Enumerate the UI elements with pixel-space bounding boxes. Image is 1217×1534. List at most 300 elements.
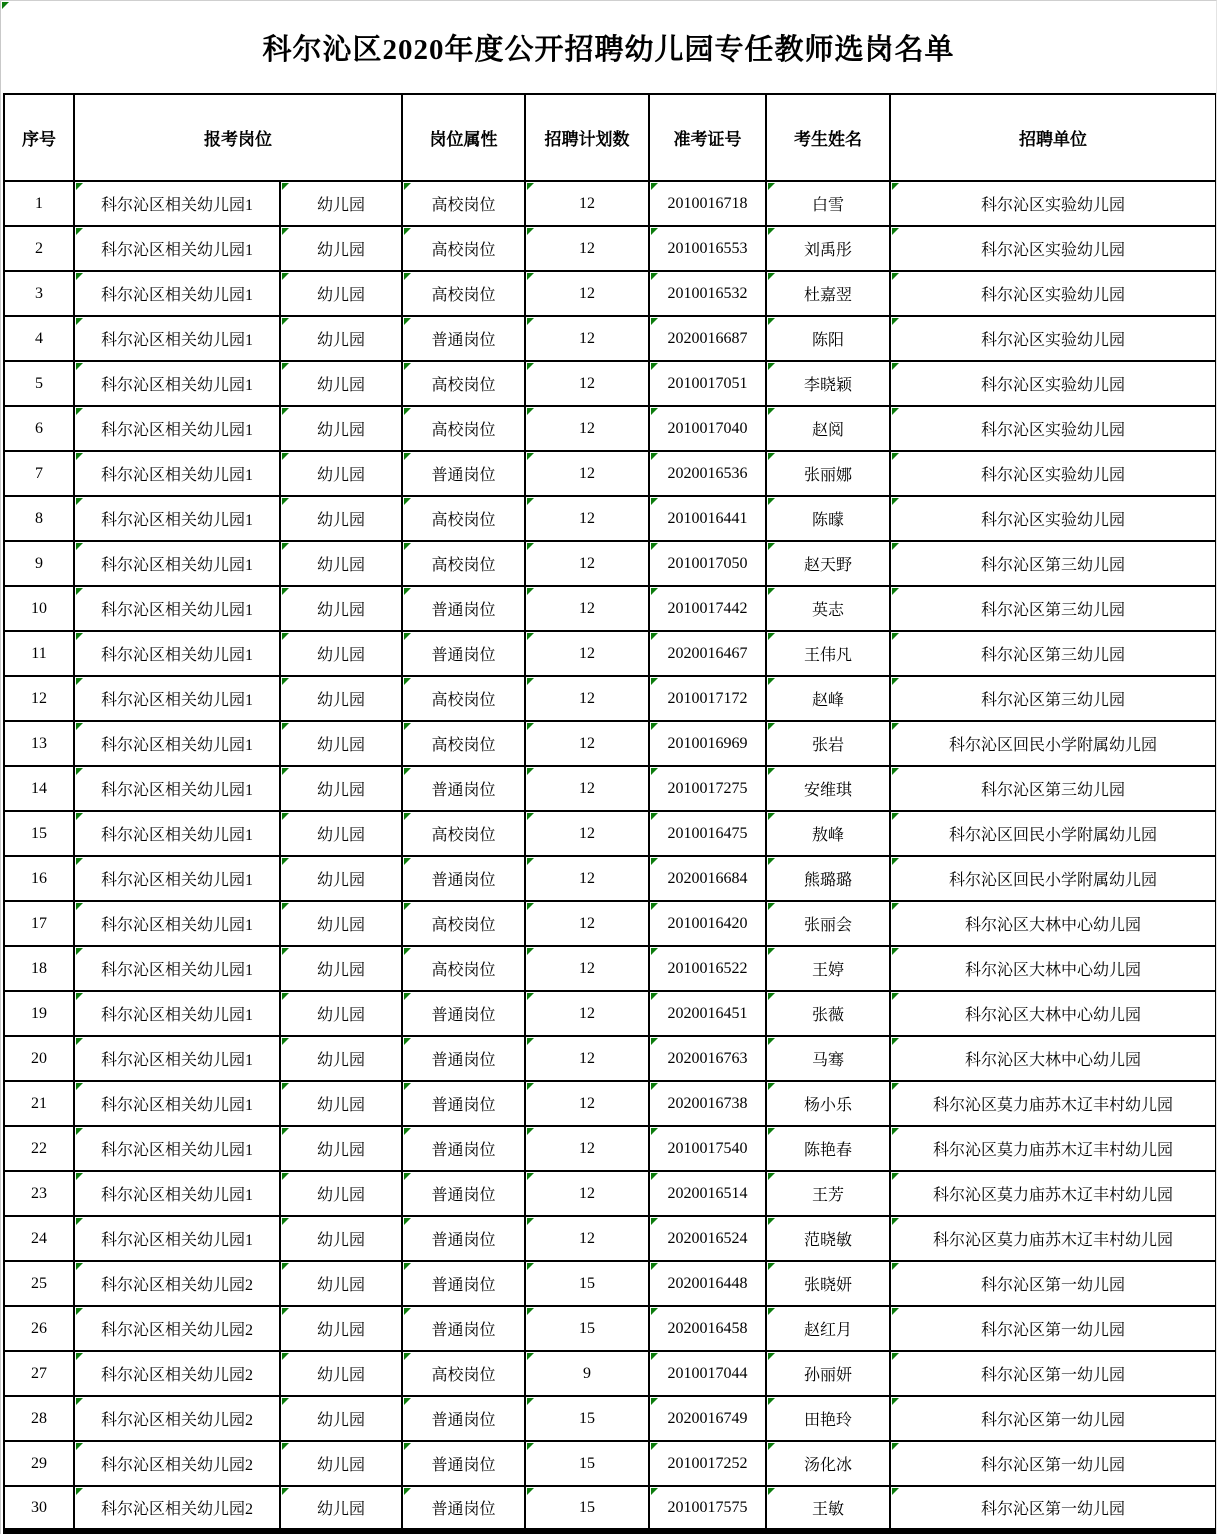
cell-index: 30 — [4, 1486, 74, 1531]
cell-position: 科尔沁区相关幼儿园1 — [74, 496, 280, 541]
flag-triangle-icon — [651, 273, 658, 280]
cell-ticket-no: 2020016749 — [649, 1396, 766, 1441]
cell-attribute: 普通岗位 — [402, 316, 525, 361]
cell-position: 科尔沁区相关幼儿园2 — [74, 1351, 280, 1396]
flag-triangle-icon — [282, 498, 289, 505]
cell-category: 幼儿园 — [280, 946, 402, 991]
cell-category: 幼儿园 — [280, 1396, 402, 1441]
cell-index: 23 — [4, 1171, 74, 1216]
cell-index: 9 — [4, 541, 74, 586]
flag-triangle-icon — [651, 678, 658, 685]
cell-category: 幼儿园 — [280, 226, 402, 271]
col-header-candidate-name: 考生姓名 — [766, 94, 890, 181]
flag-triangle-icon — [76, 1263, 83, 1270]
cell-candidate-name: 赵红月 — [766, 1306, 890, 1351]
cell-recruiting-unit: 科尔沁区实验幼儿园 — [890, 451, 1216, 496]
flag-triangle-icon — [76, 633, 83, 640]
cell-ticket-no: 2010016475 — [649, 811, 766, 856]
cell-attribute: 普通岗位 — [402, 1036, 525, 1081]
flag-triangle-icon — [76, 453, 83, 460]
cell-index: 17 — [4, 901, 74, 946]
cell-candidate-name: 赵阅 — [766, 406, 890, 451]
flag-triangle-icon — [404, 1083, 411, 1090]
flag-triangle-icon — [76, 183, 83, 190]
table-row — [4, 1261, 1216, 1306]
cell-position: 科尔沁区相关幼儿园1 — [74, 991, 280, 1036]
cell-position: 科尔沁区相关幼儿园1 — [74, 631, 280, 676]
flag-triangle-icon — [651, 948, 658, 955]
cell-ticket-no: 2010016553 — [649, 226, 766, 271]
flag-triangle-icon — [76, 588, 83, 595]
roster-table — [3, 93, 1217, 1534]
cell-attribute: 普通岗位 — [402, 1261, 525, 1306]
flag-triangle-icon — [768, 813, 775, 820]
flag-triangle-icon — [76, 1308, 83, 1315]
flag-triangle-icon — [404, 1038, 411, 1045]
cell-recruiting-unit: 科尔沁区第一幼儿园 — [890, 1441, 1216, 1486]
cell-category: 幼儿园 — [280, 721, 402, 766]
flag-triangle-icon — [76, 273, 83, 280]
cell-recruiting-unit: 科尔沁区大林中心幼儿园 — [890, 946, 1216, 991]
cell-attribute: 普通岗位 — [402, 1441, 525, 1486]
cell-plan-count: 12 — [525, 541, 649, 586]
cell-ticket-no: 2010017575 — [649, 1486, 766, 1531]
flag-triangle-icon — [404, 1173, 411, 1180]
flag-triangle-icon — [651, 993, 658, 1000]
cell-candidate-name: 赵峰 — [766, 676, 890, 721]
flag-triangle-icon — [651, 183, 658, 190]
flag-triangle-icon — [651, 903, 658, 910]
table-row — [4, 1396, 1216, 1441]
flag-triangle-icon — [404, 273, 411, 280]
flag-triangle-icon — [282, 1173, 289, 1180]
cell-category: 幼儿园 — [280, 901, 402, 946]
flag-triangle-icon — [892, 363, 899, 370]
cell-category: 幼儿园 — [280, 271, 402, 316]
cell-plan-count: 12 — [525, 316, 649, 361]
flag-triangle-icon — [76, 768, 83, 775]
cell-category: 幼儿园 — [280, 1216, 402, 1261]
cell-plan-count: 12 — [525, 676, 649, 721]
cell-candidate-name: 安维琪 — [766, 766, 890, 811]
cell-category: 幼儿园 — [280, 856, 402, 901]
flag-triangle-icon — [651, 1263, 658, 1270]
flag-triangle-icon — [76, 1353, 83, 1360]
cell-plan-count: 12 — [525, 1126, 649, 1171]
flag-triangle-icon — [527, 1128, 534, 1135]
cell-recruiting-unit: 科尔沁区实验幼儿园 — [890, 496, 1216, 541]
cell-plan-count: 12 — [525, 1171, 649, 1216]
cell-plan-count: 12 — [525, 991, 649, 1036]
flag-triangle-icon — [892, 1038, 899, 1045]
cell-index: 20 — [4, 1036, 74, 1081]
flag-triangle-icon — [651, 1308, 658, 1315]
flag-triangle-icon — [892, 1173, 899, 1180]
flag-triangle-icon — [651, 633, 658, 640]
cell-plan-count: 12 — [525, 271, 649, 316]
flag-triangle-icon — [404, 183, 411, 190]
table-row — [4, 1441, 1216, 1486]
cell-index: 29 — [4, 1441, 74, 1486]
flag-triangle-icon — [404, 408, 411, 415]
flag-triangle-icon — [892, 408, 899, 415]
flag-triangle-icon — [651, 1128, 658, 1135]
table-row — [4, 676, 1216, 721]
cell-position: 科尔沁区相关幼儿园1 — [74, 811, 280, 856]
cell-candidate-name: 张岩 — [766, 721, 890, 766]
flag-triangle-icon — [768, 453, 775, 460]
flag-triangle-icon — [527, 498, 534, 505]
flag-triangle-icon — [404, 1128, 411, 1135]
table-row — [4, 451, 1216, 496]
flag-triangle-icon — [768, 1263, 775, 1270]
flag-triangle-icon — [527, 1218, 534, 1225]
table-body — [4, 181, 1216, 1531]
flag-triangle-icon — [768, 633, 775, 640]
cell-plan-count: 15 — [525, 1486, 649, 1531]
flag-triangle-icon — [651, 768, 658, 775]
cell-recruiting-unit: 科尔沁区第一幼儿园 — [890, 1306, 1216, 1351]
flag-triangle-icon — [282, 948, 289, 955]
cell-position: 科尔沁区相关幼儿园1 — [74, 1081, 280, 1126]
cell-index: 25 — [4, 1261, 74, 1306]
table-row — [4, 271, 1216, 316]
flag-triangle-icon — [651, 408, 658, 415]
cell-index: 3 — [4, 271, 74, 316]
cell-ticket-no: 2010017172 — [649, 676, 766, 721]
cell-ticket-no: 2010016441 — [649, 496, 766, 541]
flag-triangle-icon — [527, 588, 534, 595]
flag-triangle-icon — [768, 1488, 775, 1495]
flag-triangle-icon — [76, 1488, 83, 1495]
cell-attribute: 高校岗位 — [402, 946, 525, 991]
cell-ticket-no: 2020016448 — [649, 1261, 766, 1306]
table-row — [4, 946, 1216, 991]
cell-category: 幼儿园 — [280, 496, 402, 541]
flag-triangle-icon — [527, 318, 534, 325]
cell-ticket-no: 2010016420 — [649, 901, 766, 946]
cell-plan-count: 15 — [525, 1261, 649, 1306]
flag-triangle-icon — [76, 228, 83, 235]
cell-index: 14 — [4, 766, 74, 811]
flag-triangle-icon — [892, 948, 899, 955]
cell-attribute: 普通岗位 — [402, 451, 525, 496]
cell-ticket-no: 2010017442 — [649, 586, 766, 631]
cell-plan-count: 15 — [525, 1306, 649, 1351]
cell-recruiting-unit: 科尔沁区大林中心幼儿园 — [890, 901, 1216, 946]
flag-triangle-icon — [527, 993, 534, 1000]
flag-triangle-icon — [527, 273, 534, 280]
flag-triangle-icon — [404, 678, 411, 685]
cell-category: 幼儿园 — [280, 586, 402, 631]
cell-position: 科尔沁区相关幼儿园1 — [74, 1126, 280, 1171]
flag-triangle-icon — [527, 1488, 534, 1495]
cell-ticket-no: 2010017540 — [649, 1126, 766, 1171]
cell-plan-count: 12 — [525, 946, 649, 991]
flag-triangle-icon — [892, 1218, 899, 1225]
cell-plan-count: 12 — [525, 1081, 649, 1126]
cell-candidate-name: 李晓颖 — [766, 361, 890, 406]
flag-triangle-icon — [527, 228, 534, 235]
cell-index: 2 — [4, 226, 74, 271]
cell-ticket-no: 2020016458 — [649, 1306, 766, 1351]
cell-ticket-no: 2020016524 — [649, 1216, 766, 1261]
flag-triangle-icon — [282, 408, 289, 415]
cell-plan-count: 12 — [525, 451, 649, 496]
flag-triangle-icon — [76, 1083, 83, 1090]
flag-triangle-icon — [768, 498, 775, 505]
cell-position: 科尔沁区相关幼儿园2 — [74, 1261, 280, 1306]
flag-triangle-icon — [282, 273, 289, 280]
cell-candidate-name: 张晓妍 — [766, 1261, 890, 1306]
cell-recruiting-unit: 科尔沁区回民小学附属幼儿园 — [890, 811, 1216, 856]
cell-index: 4 — [4, 316, 74, 361]
flag-triangle-icon — [282, 1038, 289, 1045]
flag-triangle-icon — [282, 678, 289, 685]
flag-triangle-icon — [527, 903, 534, 910]
cell-position: 科尔沁区相关幼儿园1 — [74, 946, 280, 991]
flag-triangle-icon — [282, 1128, 289, 1135]
cell-candidate-name: 敖峰 — [766, 811, 890, 856]
cell-plan-count: 15 — [525, 1441, 649, 1486]
cell-ticket-no: 2020016684 — [649, 856, 766, 901]
cell-plan-count: 12 — [525, 811, 649, 856]
cell-attribute: 高校岗位 — [402, 721, 525, 766]
flag-triangle-icon — [76, 993, 83, 1000]
cell-plan-count: 15 — [525, 1396, 649, 1441]
flag-triangle-icon — [527, 768, 534, 775]
flag-triangle-icon — [527, 678, 534, 685]
flag-triangle-icon — [282, 633, 289, 640]
cell-recruiting-unit: 科尔沁区第一幼儿园 — [890, 1261, 1216, 1306]
cell-attribute: 高校岗位 — [402, 811, 525, 856]
table-row — [4, 226, 1216, 271]
flag-triangle-icon — [651, 813, 658, 820]
flag-triangle-icon — [651, 1488, 658, 1495]
cell-plan-count: 12 — [525, 766, 649, 811]
flag-triangle-icon — [892, 1308, 899, 1315]
table-row — [4, 181, 1216, 226]
cell-position: 科尔沁区相关幼儿园2 — [74, 1306, 280, 1351]
flag-triangle-icon — [404, 903, 411, 910]
cell-ticket-no: 2010016718 — [649, 181, 766, 226]
cell-ticket-no: 2010017044 — [649, 1351, 766, 1396]
cell-ticket-no: 2020016467 — [649, 631, 766, 676]
flag-triangle-icon — [404, 1488, 411, 1495]
cell-plan-count: 12 — [525, 586, 649, 631]
cell-candidate-name: 王伟凡 — [766, 631, 890, 676]
cell-attribute: 普通岗位 — [402, 586, 525, 631]
flag-triangle-icon — [892, 678, 899, 685]
flag-triangle-icon — [282, 228, 289, 235]
flag-triangle-icon — [892, 228, 899, 235]
flag-triangle-icon — [768, 1173, 775, 1180]
cell-recruiting-unit: 科尔沁区大林中心幼儿园 — [890, 991, 1216, 1036]
cell-attribute: 普通岗位 — [402, 631, 525, 676]
flag-triangle-icon — [282, 183, 289, 190]
cell-position: 科尔沁区相关幼儿园2 — [74, 1486, 280, 1531]
flag-triangle-icon — [404, 768, 411, 775]
flag-triangle-icon — [527, 1173, 534, 1180]
flag-triangle-icon — [282, 723, 289, 730]
cell-ticket-no: 2010016969 — [649, 721, 766, 766]
cell-position: 科尔沁区相关幼儿园1 — [74, 226, 280, 271]
cell-category: 幼儿园 — [280, 676, 402, 721]
cell-position: 科尔沁区相关幼儿园1 — [74, 676, 280, 721]
cell-recruiting-unit: 科尔沁区实验幼儿园 — [890, 361, 1216, 406]
cell-ticket-no: 2010017050 — [649, 541, 766, 586]
flag-triangle-icon — [76, 903, 83, 910]
flag-triangle-icon — [527, 723, 534, 730]
cell-candidate-name: 杜嘉翌 — [766, 271, 890, 316]
flag-triangle-icon — [76, 948, 83, 955]
cell-candidate-name: 张薇 — [766, 991, 890, 1036]
cell-index: 1 — [4, 181, 74, 226]
table-row — [4, 406, 1216, 451]
flag-triangle-icon — [892, 1443, 899, 1450]
cell-category: 幼儿园 — [280, 766, 402, 811]
table-row — [4, 1306, 1216, 1351]
cell-attribute: 高校岗位 — [402, 271, 525, 316]
flag-triangle-icon — [282, 993, 289, 1000]
flag-triangle-icon — [651, 363, 658, 370]
flag-triangle-icon — [651, 453, 658, 460]
flag-triangle-icon — [768, 273, 775, 280]
flag-triangle-icon — [892, 273, 899, 280]
flag-triangle-icon — [404, 228, 411, 235]
cell-candidate-name: 陈艳春 — [766, 1126, 890, 1171]
cell-ticket-no: 2010016522 — [649, 946, 766, 991]
flag-triangle-icon — [892, 903, 899, 910]
cell-position: 科尔沁区相关幼儿园1 — [74, 451, 280, 496]
flag-triangle-icon — [282, 318, 289, 325]
cell-position: 科尔沁区相关幼儿园1 — [74, 586, 280, 631]
flag-triangle-icon — [892, 498, 899, 505]
cell-plan-count: 12 — [525, 496, 649, 541]
cell-position: 科尔沁区相关幼儿园1 — [74, 181, 280, 226]
flag-triangle-icon — [651, 588, 658, 595]
cell-position: 科尔沁区相关幼儿园1 — [74, 316, 280, 361]
cell-category: 幼儿园 — [280, 1306, 402, 1351]
flag-triangle-icon — [282, 1443, 289, 1450]
cell-position: 科尔沁区相关幼儿园2 — [74, 1441, 280, 1486]
cell-recruiting-unit: 科尔沁区实验幼儿园 — [890, 271, 1216, 316]
flag-triangle-icon — [527, 543, 534, 550]
table-row — [4, 1351, 1216, 1396]
flag-triangle-icon — [76, 1443, 83, 1450]
cell-index: 26 — [4, 1306, 74, 1351]
cell-recruiting-unit: 科尔沁区实验幼儿园 — [890, 406, 1216, 451]
col-header-ticket-no: 准考证号 — [649, 94, 766, 181]
cell-index: 24 — [4, 1216, 74, 1261]
flag-triangle-icon — [76, 363, 83, 370]
flag-triangle-icon — [527, 858, 534, 865]
flag-triangle-icon — [768, 1083, 775, 1090]
cell-attribute: 普通岗位 — [402, 1396, 525, 1441]
flag-triangle-icon — [527, 1308, 534, 1315]
cell-candidate-name: 王芳 — [766, 1171, 890, 1216]
flag-triangle-icon — [768, 948, 775, 955]
cell-attribute: 普通岗位 — [402, 1081, 525, 1126]
cell-ticket-no: 2010017040 — [649, 406, 766, 451]
flag-triangle-icon — [892, 768, 899, 775]
flag-triangle-icon — [527, 633, 534, 640]
cell-index: 7 — [4, 451, 74, 496]
cell-category: 幼儿园 — [280, 361, 402, 406]
cell-ticket-no: 2020016763 — [649, 1036, 766, 1081]
flag-triangle-icon — [892, 1083, 899, 1090]
cell-category: 幼儿园 — [280, 1036, 402, 1081]
flag-triangle-icon — [768, 183, 775, 190]
cell-attribute: 高校岗位 — [402, 496, 525, 541]
flag-triangle-icon — [768, 363, 775, 370]
flag-triangle-icon — [527, 1083, 534, 1090]
cell-ticket-no: 2010017252 — [649, 1441, 766, 1486]
table-row — [4, 496, 1216, 541]
cell-ticket-no: 2010016532 — [649, 271, 766, 316]
flag-triangle-icon — [76, 318, 83, 325]
cell-attribute: 高校岗位 — [402, 676, 525, 721]
table-row — [4, 811, 1216, 856]
page-title: 科尔沁区2020年度公开招聘幼儿园专任教师选岗名单 — [262, 33, 955, 66]
flag-triangle-icon — [651, 723, 658, 730]
cell-category: 幼儿园 — [280, 631, 402, 676]
cell-ticket-no: 2020016687 — [649, 316, 766, 361]
cell-candidate-name: 英志 — [766, 586, 890, 631]
flag-triangle-icon — [768, 1128, 775, 1135]
cell-recruiting-unit: 科尔沁区回民小学附属幼儿园 — [890, 856, 1216, 901]
cell-attribute: 高校岗位 — [402, 901, 525, 946]
flag-triangle-icon — [892, 633, 899, 640]
flag-triangle-icon — [892, 1128, 899, 1135]
cell-index: 10 — [4, 586, 74, 631]
cell-attribute: 普通岗位 — [402, 1486, 525, 1531]
cell-position: 科尔沁区相关幼儿园1 — [74, 1036, 280, 1081]
flag-triangle-icon — [527, 408, 534, 415]
cell-index: 28 — [4, 1396, 74, 1441]
cell-index: 5 — [4, 361, 74, 406]
flag-triangle-icon — [768, 1398, 775, 1405]
cell-plan-count: 12 — [525, 1216, 649, 1261]
cell-index: 13 — [4, 721, 74, 766]
cell-position: 科尔沁区相关幼儿园1 — [74, 901, 280, 946]
cell-recruiting-unit: 科尔沁区第一幼儿园 — [890, 1351, 1216, 1396]
flag-triangle-icon — [282, 1083, 289, 1090]
flag-triangle-icon — [2, 2, 9, 9]
flag-triangle-icon — [404, 1353, 411, 1360]
cell-candidate-name: 陈阳 — [766, 316, 890, 361]
flag-triangle-icon — [282, 1263, 289, 1270]
cell-recruiting-unit: 科尔沁区第一幼儿园 — [890, 1486, 1216, 1531]
flag-triangle-icon — [651, 1083, 658, 1090]
cell-plan-count: 12 — [525, 1036, 649, 1081]
cell-plan-count: 12 — [525, 631, 649, 676]
table-row — [4, 316, 1216, 361]
flag-triangle-icon — [651, 543, 658, 550]
table-row — [4, 766, 1216, 811]
flag-triangle-icon — [404, 1218, 411, 1225]
cell-ticket-no: 2020016738 — [649, 1081, 766, 1126]
cell-position: 科尔沁区相关幼儿园2 — [74, 1396, 280, 1441]
flag-triangle-icon — [527, 183, 534, 190]
title-cell — [1, 1, 1216, 93]
flag-triangle-icon — [768, 678, 775, 685]
cell-attribute: 高校岗位 — [402, 226, 525, 271]
cell-position: 科尔沁区相关幼儿园1 — [74, 361, 280, 406]
flag-triangle-icon — [282, 363, 289, 370]
cell-category: 幼儿园 — [280, 1441, 402, 1486]
flag-triangle-icon — [768, 543, 775, 550]
